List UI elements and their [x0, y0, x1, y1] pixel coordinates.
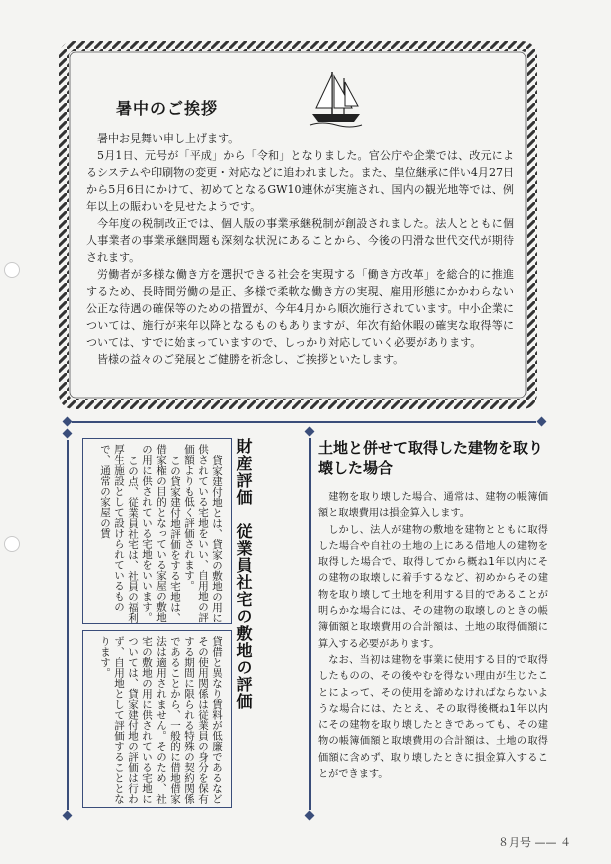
article-paragraph: この貸家建付地評価をする宅地は、借家権の目的となっている家屋の敷地の用に供されている宅地をいいます。: [141, 444, 181, 623]
article-paragraph: なお、当初は建物を事業に使用する目的で取得したものの、その後やむを得ない理由が生じたことによって、その使用を諦めなければならないような場合には、たとえ、その取得後概ね1年以内にその建物を取り壊したときであっても、その建物の帳簿価額と取壊費用の合計額は、土地の取得価額に含めず、取り壊したときに損金算入することができます。: [318, 654, 548, 781]
article-body: [90, 444, 224, 624]
greeting-paragraph: 暑中お見舞い申し上げます。: [97, 132, 240, 145]
divider-diamond: [537, 417, 547, 427]
greeting-paragraph: 労働者が多様な働き方を選択できる社会を実現する「働き方改革」を総合的に推進するため、長時間労働の是正、多様で柔軟な働き方の実現、雇用形態にかかわらない公正な待遇の確保等のための措置が、今年4月から順次施行されています。中小企業については、施行が来年以降となるものもありますが、年次有給休暇の確実な取得等については、すでに始まっていますので、しっかり対応していく必要があります。: [86, 268, 514, 349]
article-title: 財産評価 従業員社宅の敷地の評価: [234, 438, 253, 710]
binder-hole: [4, 262, 20, 278]
article-paragraph: 貸借と異なり賃料が低廉であるなどその使用関係は従業員の身分を保有する期間に限られる特殊の契約関係であることから、一般的に借地借家法は適用されません。そのため、社宅の敷地の用に供されている宅地については、貸家建付地の評価は行わず、自用地として評価することとなります。: [99, 636, 223, 804]
divider-diamond: [63, 811, 73, 821]
divider-diamond: [63, 429, 73, 439]
article-paragraph: 建物を取り壊した場合、通常は、建物の帳簿価額と取壊費用は損金算入します。: [318, 492, 548, 520]
property-valuation-article: [82, 438, 302, 808]
divider-diamond: [305, 427, 315, 437]
greeting-box: [58, 40, 538, 410]
section-divider: [72, 421, 536, 423]
article-paragraph: 貸家建付地とは、貸家の敷地の用に供されている宅地をいい、自用地の評価額よりも低く評価されます。: [183, 444, 223, 623]
column-divider: [309, 438, 311, 810]
article-paragraph: この点、従業員社宅は、社員の福利厚生施設として設けられているもので、通常の家屋の賃: [99, 444, 139, 623]
greeting-paragraph: 5月1日、元号が「平成」から「令和」となりました。官公庁や企業では、改元によるシステムや印刷物の変更・対応などに追われました。また、皇位継承に伴い4月27日から5月6日にかけて、初めてとなるGW10連休が実施され、国内の観光地等では、例年以上の賑わいを見せたようです。: [86, 149, 514, 213]
article-body: [90, 636, 224, 804]
article-paragraph: しかし、法人が建物の敷地を建物とともに取得した場合や自社の土地の上にある借地人の建物を取得した場合で、取得してから概ね1年以内にその建物の取壊しに着手するなど、初めからその建物を取り壊して土地を利用する目的であることが明らかな場合には、その建物の取壊しのときの帳簿価額と取壊費用の合計額は、土地の取得価額に算入する必要があります。: [318, 524, 548, 650]
left-border: [67, 440, 69, 810]
divider-diamond: [305, 811, 315, 821]
building-demolition-article: [318, 438, 548, 818]
page-number: ８月号 —— ４: [498, 836, 571, 849]
greeting-paragraph: 皆様の益々のご発展とご健勝を祈念し、ご挨拶といたします。: [97, 353, 405, 366]
sailboat-icon: [308, 68, 364, 128]
greeting-paragraph: 今年度の税制改正では、個人版の事業承継税制が創設されました。法人とともに個人事業者の事業承継問題も深刻な状況にあることから、今後の円滑な世代交代が期待されます。: [86, 217, 514, 264]
divider-diamond: [63, 417, 73, 427]
binder-hole: [4, 536, 20, 552]
article-title: 土地と併せて取得した建物を取り壊した場合: [318, 439, 544, 477]
greeting-title: 暑中のご挨拶: [116, 99, 219, 118]
